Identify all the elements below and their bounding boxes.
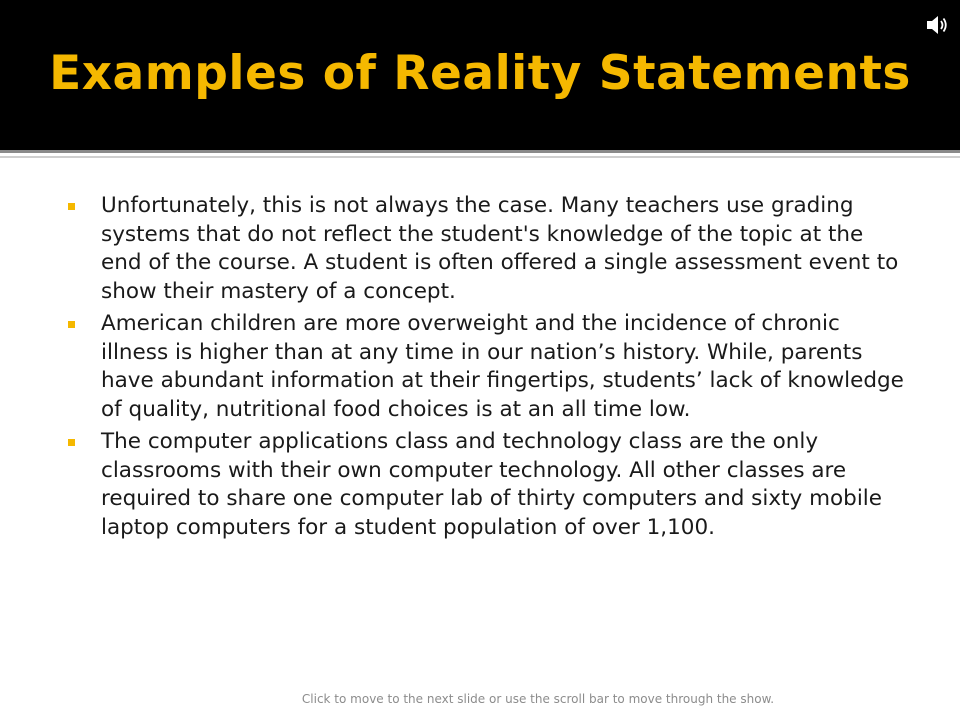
square-bullet-icon [68, 439, 75, 446]
bullet-text: American children are more overweight and the incidence of chronic illness is higher than at any time in our nation’s history. While, parents have abundant information at their fingertips, students’ lack of knowledge of quality, nutritional food choices is at an all time low. [101, 311, 904, 422]
header-divider-thin [0, 156, 960, 158]
square-bullet-icon [68, 203, 75, 210]
square-bullet-icon [68, 321, 75, 328]
bullet-item [68, 310, 908, 424]
bullet-text: Unfortunately, this is not always the case. Many teachers use grading systems that do not reflect the student's knowledge of the topic at the end of the course. A student is often offered a single assessment event to show their mastery of a concept. [101, 193, 899, 304]
speaker-icon[interactable] [924, 12, 950, 38]
slide-title: Examples of Reality Statements [49, 46, 911, 101]
navigation-hint: Click to move to the next slide or use the scroll bar to move through the show. [301, 692, 775, 706]
bullet-item [68, 428, 908, 542]
bullet-list [68, 192, 908, 546]
bullet-item [68, 192, 908, 306]
bullet-text: The computer applications class and technology class are the only classrooms with their own computer technology. All other classes are required to share one computer lab of thirty computers and sixty mobile laptop computers for a student population of over 1,100. [101, 429, 882, 540]
header-divider [0, 150, 960, 153]
title-bar [0, 0, 960, 150]
